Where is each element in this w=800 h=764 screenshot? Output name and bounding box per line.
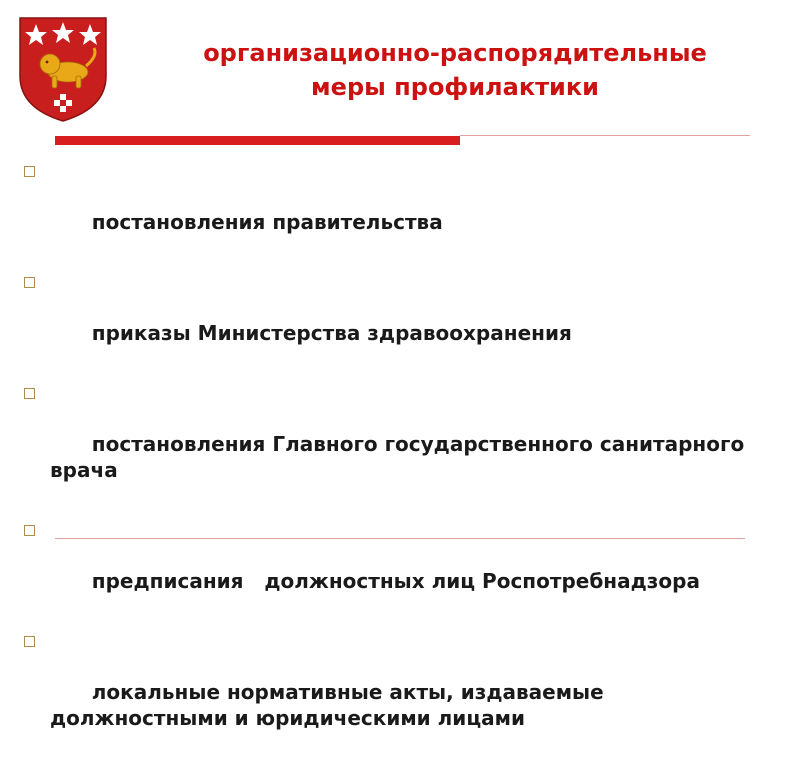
title-line-1: организационно-распорядительные	[203, 39, 707, 67]
title-divider	[55, 134, 750, 146]
title-divider-thin	[460, 135, 750, 136]
bullet-list	[24, 157, 774, 764]
coat-of-arms-icon	[16, 14, 110, 124]
list-item	[24, 516, 774, 620]
list-item	[24, 268, 774, 372]
bottom-divider	[55, 538, 745, 539]
list-item-text: локальные нормативные акты, издаваемые должностными и юридическими лицами	[50, 680, 611, 730]
list-item-text: приказы Министерства здравоохранения	[91, 321, 572, 345]
bullet-square-icon	[24, 166, 35, 177]
bullet-square-icon	[24, 388, 35, 399]
bullet-square-icon	[24, 525, 35, 536]
list-item-text: постановления правительства	[91, 210, 443, 234]
bullet-square-icon	[24, 277, 35, 288]
list-item	[24, 379, 774, 509]
title-line-2: меры профилактики	[311, 73, 599, 101]
list-item	[24, 157, 774, 261]
list-item-text: предписания должностных лиц Роспотребнадзора	[91, 569, 700, 593]
bullet-square-icon	[24, 636, 35, 647]
list-item	[24, 627, 774, 757]
slide-title	[120, 36, 790, 104]
list-item-text: постановления Главного государственного санитарного врача	[50, 432, 752, 482]
title-divider-thick	[55, 136, 460, 145]
